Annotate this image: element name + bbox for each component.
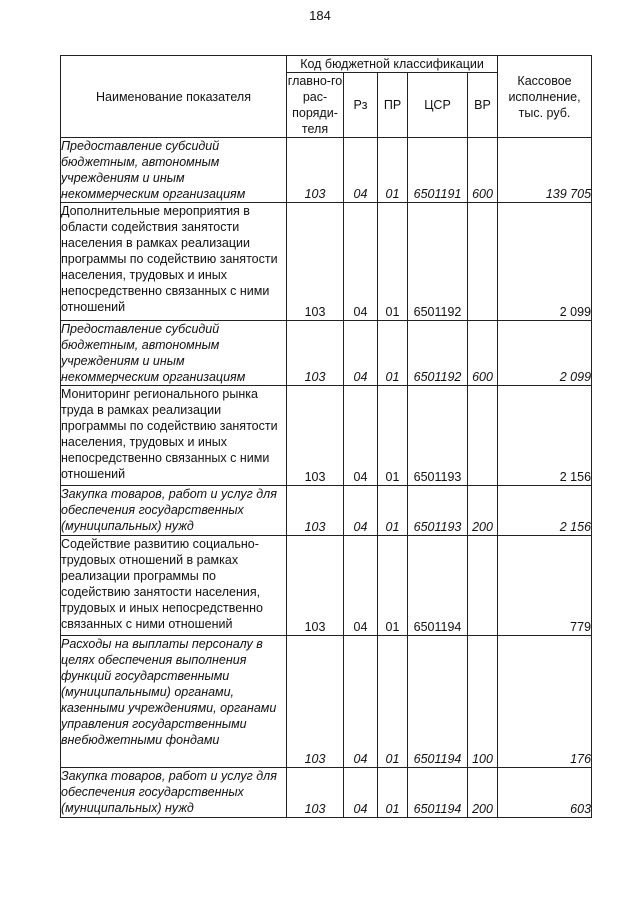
row-pr: 01	[378, 768, 408, 818]
row-rz: 04	[344, 486, 378, 536]
page-number: 184	[309, 8, 331, 23]
row-name: Закупка товаров, работ и услуг для обеспечения государственных (муниципальных) нужд	[61, 486, 287, 536]
row-rz: 04	[344, 386, 378, 486]
row-name: Дополнительные мероприятия в области содействия занятости населения в рамках реализации программы по содействию занятости населения, трудовых и иных непосредственно связанных с ними отношений	[61, 203, 287, 321]
table-row	[61, 486, 592, 536]
row-pr: 01	[378, 486, 408, 536]
table-row	[61, 138, 592, 203]
row-csr: 6501192	[408, 203, 468, 321]
row-vr: 600	[468, 321, 498, 386]
row-glavny: 103	[287, 768, 344, 818]
row-pr: 01	[378, 386, 408, 486]
row-rz: 04	[344, 138, 378, 203]
row-pr: 01	[378, 203, 408, 321]
header-csr: ЦСР	[408, 73, 468, 138]
row-csr: 6501193	[408, 486, 468, 536]
header-vr: ВР	[468, 73, 498, 138]
row-vr: 200	[468, 768, 498, 818]
row-vr	[468, 536, 498, 636]
row-csr: 6501191	[408, 138, 468, 203]
header-glavny: главно-го рас-поряди-теля	[287, 74, 343, 136]
row-glavny: 103	[287, 486, 344, 536]
row-name: Содействие развитию социально-трудовых отношений в рамках реализации программы по содействию занятости населения, трудовых и иных непосредственно связанных с ними отношений	[61, 536, 287, 636]
row-amount: 2 099	[498, 203, 592, 321]
row-name: Предоставление субсидий бюджетным, автономным учреждениям и иным некоммерческим организациям	[61, 321, 287, 386]
row-amount: 603	[498, 768, 592, 818]
table-row	[61, 321, 592, 386]
table-row	[61, 203, 592, 321]
table-row	[61, 636, 592, 768]
row-vr: 100	[468, 636, 498, 768]
budget-table	[60, 55, 592, 818]
row-vr	[468, 386, 498, 486]
row-name: Закупка товаров, работ и услуг для обеспечения государственных (муниципальных) нужд	[61, 768, 287, 818]
row-amount: 2 099	[498, 321, 592, 386]
row-glavny: 103	[287, 203, 344, 321]
table-row	[61, 386, 592, 486]
row-glavny: 103	[287, 536, 344, 636]
row-vr	[468, 203, 498, 321]
row-rz: 04	[344, 321, 378, 386]
row-csr: 6501193	[408, 386, 468, 486]
row-amount: 779	[498, 536, 592, 636]
row-amount: 2 156	[498, 386, 592, 486]
row-name: Мониторинг регионального рынка труда в рамках реализации программы по содействию занятости населения, трудовых и иных непосредственно связанных с ними отношений	[61, 386, 287, 486]
row-csr: 6501194	[408, 768, 468, 818]
row-pr: 01	[378, 138, 408, 203]
row-glavny: 103	[287, 636, 344, 768]
row-csr: 6501194	[408, 536, 468, 636]
row-name: Расходы на выплаты персоналу в целях обеспечения выполнения функций государственными (муниципальными) органами, казенными учреждениями, органами управления государственными внебюджетными фондами	[61, 636, 287, 768]
row-amount: 176	[498, 636, 592, 768]
row-vr: 200	[468, 486, 498, 536]
row-pr: 01	[378, 636, 408, 768]
row-rz: 04	[344, 768, 378, 818]
row-rz: 04	[344, 536, 378, 636]
table-row	[61, 768, 592, 818]
header-rz: Рз	[344, 73, 378, 138]
row-pr: 01	[378, 536, 408, 636]
header-name: Наименование показателя	[61, 56, 287, 138]
row-pr: 01	[378, 321, 408, 386]
row-csr: 6501192	[408, 321, 468, 386]
row-amount: 2 156	[498, 486, 592, 536]
row-vr: 600	[468, 138, 498, 203]
row-csr: 6501194	[408, 636, 468, 768]
row-name: Предоставление субсидий бюджетным, автономным учреждениям и иным некоммерческим организациям	[61, 138, 287, 203]
row-glavny: 103	[287, 138, 344, 203]
row-glavny: 103	[287, 386, 344, 486]
row-glavny: 103	[287, 321, 344, 386]
row-amount: 139 705	[498, 138, 592, 203]
row-rz: 04	[344, 203, 378, 321]
row-rz: 04	[344, 636, 378, 768]
header-pr: ПР	[378, 73, 408, 138]
table-row	[61, 536, 592, 636]
header-amount: Кассовое исполнение, тыс. руб.	[498, 56, 592, 138]
header-code-group: Код бюджетной классификации	[287, 56, 498, 73]
